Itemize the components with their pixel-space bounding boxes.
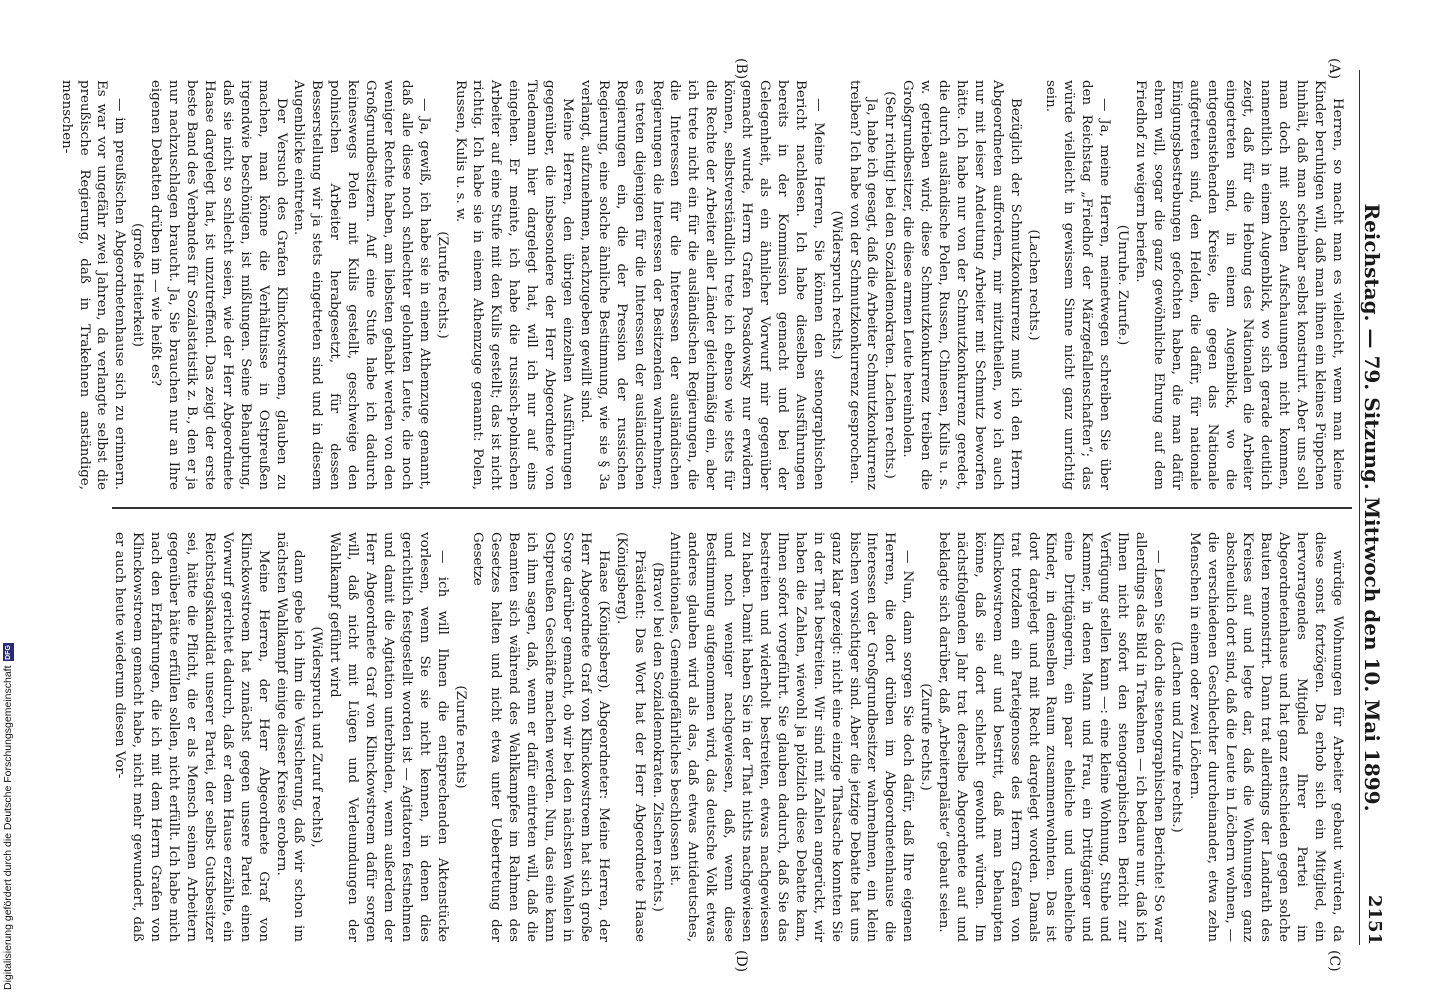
- margin-marker-c: (C): [1326, 950, 1342, 972]
- paragraph: dann gebe ich ihm die Versicherung, daß wir schon im nächsten Wahlkampf einige dieser Kreise erobern.: [273, 532, 307, 942]
- paragraph: — ich will Ihnen die entsprechenden Aktenstücke vorlesen, wenn Sie sie nicht kennen, in denen dies gerichtlich festgestellt worden ist — Agitatoren festnehmen und damit die Agitation unterbinden, wenn außerdem der Herr Abgeordnete Graf von Klinckowstroem dafür sorgen will, daß nicht mit Lügen und Verleumdungen der Wahlkampf geführt wird: [327, 532, 450, 942]
- paragraph: Haase (Königsberg), Abgeordneter: Meine Herren, der Herr Abgeordnete Graf von Klinckowstroem hat sich große Sorge darüber gemacht, ob wir bei den nächsten Wahlen in Ostpreußen Geschäfte machen werden. Nun, das eine kann ich ihm sagen, daß, wenn er dafür eintreten will, daß die Beamten sich während des Wahlkampfes im Rahmen des Gesetzes halten und nicht etwa unter Uebertretung der Gesetze: [470, 532, 611, 942]
- paragraph: (Zurufe rechts): [452, 685, 468, 789]
- paragraph: (große Heiterkeit): [130, 223, 146, 347]
- paragraph: Meine Herren, der Herr Abgeordnete Graf von Klinckowstroem hat zunächst gegen unsere Partei einen Vorwurf gerichtet dadurch, daß er dem Hause erzählte, ein Reichstagskandidat unserer Partei, der selbst Gutsbesitzer sei, hätte die Pflicht, die er als Mensch seinen Arbeitern gegenüber hätte erfüllen sollen, nicht erfüllt. Ich habe mich nach den Erfahrungen, die ich mit dem Herrn Grafen von Klinckowstroem gemacht habe, nicht mehr gewundert, daß er auch heute wiederum diesen Vor-: [112, 532, 271, 942]
- paragraph: (Sehr richtig! bei den Sozialdemokraten. Lachen rechts.): [882, 91, 898, 479]
- paragraph: (Lachen und Zurufe rechts.): [1168, 641, 1184, 833]
- paragraph: — Ja, meine Herren, meinetwegen schreiben Sie über den Reichstag „Friedhof der Märzgefallenschaften“; das würde vielleicht in gewissem Sinne nicht ganz unrichtig sein.: [1043, 80, 1113, 490]
- paragraph: — Ja, gewiß, ich habe sie in einem Athemzuge genannt, daß alle diese noch schlechter gelohnten Leute, die noch weniger Rechte haben, am liebsten gehabt werden von den Großgrundbesitzern. Auf eine Stufe habe ich dadurch keineswegs Polen mit Kulis gestellt, geschweige den polnischen Arbeiter herabgesetzt, für dessen Besserstellung wir ja stets eingetreten sind und in diesem Augenblicke eintreten.: [291, 80, 432, 490]
- left-text-column: [58, 80, 1346, 490]
- page-number: 2151: [1364, 894, 1385, 945]
- digitization-footer: [2, 643, 14, 990]
- paragraph: — Lesen Sie doch die stenographischen Berichte! So war allerdings das Bild in Trakehnen — ich bedaure nur, daß ich Ihnen nicht sofort den stenographischen Bericht zur Verfügung stellen kann —: eine kleine Wohnung, Stube und Kammer, in denen Mann und Frau, ein Drittgänger und eine Drittgängerin, ein paar eheliche und uneheliche Kinder, in demselben Raum zusammenwohnten. Das ist dort dargelegt und mit Recht dargelegt worden. Damals trat trotzdem ein Parteigenosse des Herrn Grafen von Klinckowstroem auf und bestritt, daß man behaupten könne, daß sie dort schlecht gewohnt würden. Im nächstfolgenden Jahr trat derselbe Abgeordnete auf und beklagte sich darüber, daß „Arbeiterpaläste“ gebaut seien.: [936, 532, 1166, 942]
- paragraph: Ja, habe ich gesagt, daß die Arbeiter Schmutzkonkurrenz treiben? Ich habe von der Schmutzkonkurrenz gesprochen.: [846, 80, 880, 490]
- paragraph: (Widerspruch und Zuruf rechts),: [309, 626, 325, 848]
- margin-marker-a: (A): [1326, 58, 1342, 80]
- paragraph: Bezüglich der Schmutzkonkurrenz muß ich den Herrn Abgeordneten auffordern, mir mitzutheilen, wo ich auch nur mit leiser Andeutung Arbeiter mit Schmutz beworfen hätte. Ich habe nur von der Schmutzkonkurrenz geredet, die durch ausländische Polen, Russen, Chinesen, Kulis u. s. w. getrieben wird; diese Schmutzkonkurrenz treiben die Großgrundbesitzer, die diese armen Leute hereinholen.: [900, 80, 1023, 490]
- paragraph: Herren, so macht man es vielleicht, wenn man kleine Kinder beruhigen will, daß man ihnen ein kleines Püppchen hinhält, daß man scheinbar selbst konstruirt. Aber uns soll man doch mit solchen Aufschauungen nicht kommen, namentlich in einem Augenblick, wo sich gerade deutlich zeigt, daß für die Hebung des Nationalen die Arbeiter eingetreten sind, in einem Augenblick, wo die entgegenstehenden Kreise, die gegen das Nationale aufgetreten sind, den Helden, die dafür, für nationale Einigungsbestrebungen gefochten haben, die man dafür ehren will, sogar die ganz gewöhnliche Ehrung auf dem Friedhof zu weigern beriefen.: [1133, 80, 1345, 490]
- paragraph: (Unruhe. Zurufe.): [1115, 224, 1131, 346]
- column-divider: [112, 507, 1352, 509]
- paragraph: — im preußischen Abgeordnetenhause sich zu erinnern. Es war vor ungefähr zwei Jahren, da verlangte selbst die preußische Regierung, daß in Trakehnen anständige, menschen-: [58, 80, 128, 490]
- page-header: [1359, 70, 1394, 945]
- dfg-logo: DFG: [4, 645, 12, 660]
- margin-marker-b: (B): [733, 58, 749, 80]
- paragraph: (Zurufe rechts.): [918, 683, 934, 791]
- paragraph: Präsident: Das Wort hat der Herr Abgeordnete Haase (Königsberg).: [613, 532, 647, 942]
- paragraph: Meine Herren, den übrigen einzelnen Ausführungen gegenüber, die insbesondere der Herr Abgeordnete von Tiedemann hier dargelegt hat, will ich nur auf eins eingehen. Er meinte, ich habe die russisch-polnischen Arbeiter auf eine Stufe mit den Kulis gestellt; das ist nicht richtig. Ich habe sie in einem Athemzuge genannt: Polen, Russen, Kulis u. s. w.: [452, 80, 576, 490]
- right-text-column: [112, 532, 1346, 942]
- paragraph: — Nun, dann sorgen Sie doch dafür, daß Ihre eigenen Herren, die dort drüben im Abgeordnetenhause die Interessen der Großgrundbesitzer wahrnehmen, ein klein bischen vorsichtiger sind. Aber die jetzige Debatte hat uns ganz klar gezeigt: nicht eine einzige Thatsache konnten Sie in der That bestreiten. Wir sind mit Zahlen angerückt, wir haben die Zahlen, wiewohl ja plötzlich diese Debatte kam, Ihnen sofort vorgeführt. Sie glauben dadurch, daß Sie das bestreiten und widerholt bestreiten, etwas nachgewiesen zu haben. Damit haben Sie in der That nichts nachgewiesen und noch weniger nachgewiesen, daß, wenn diese Bestimmung aufgenommen wird, das deutsche Volk etwas anderes glauben wird als das, daß etwas Antideutsches, Antinationales, Gemeingefährliches beschlossen ist.: [667, 532, 916, 942]
- paragraph: (Bravo! bei den Sozialdemokraten. Zischen rechts.): [649, 562, 665, 912]
- paragraph: — Meine Herren, Sie können den stenographischen Bericht nachlesen. Ich habe dieselben Ausführungen bereits in der Kommission gemacht und bei der Gelegenheit, als ein ähnlicher Vorwurf mir gegenüber gemacht wurde, Herrn Grafen Posadowsky nur erwidern können, selbstverständlich trete ich ebenso wie stets für die Rechte der Arbeiter aller Länder gleichmäßig ein, aber ich trete nicht ein für die ausländischen Regierungen, die die Interessen für die Interessen der ausländischen Regierungen die Interessen der Besitzenden wahrnehmen; es treten diejenigen für die Interessen der ausländischen Regierungen ein, die der Pression der russischen Regierung, eine solche ähnliche Bestimmung, wie sie § 3a verlangt, aufzunehmen, nachzugeben gewillt sind.: [577, 80, 826, 490]
- paragraph: (Lachen rechts.): [1025, 229, 1041, 341]
- paragraph: (Zurufe rechts.): [434, 231, 450, 339]
- paragraph: Der Versuch des Grafen Klinckowstroem, glauben zu machen, man könne die Verhältnisse in Ostpreußen irgendwie beschönigen, ist mißlungen. Seine Behauptung, daß sie nicht so schlecht seien, wie der Herr Abgeordnete Haase dargelegt hat, ist unzutreffend. Das zeigt der erste beste Band des Verbandes für Sozialstatistik z. B., den er ja nur nachzuschlagen braucht. Ja, Sie brauchen nur an Ihre eigenen Debatten drüben im — wie heißt es?: [148, 80, 289, 490]
- page-header-title: Reichstag. — 79. Sitzung. Mittwoch den 10. Mai 1899.: [1360, 203, 1384, 812]
- footer-credit: Digitalisierung gefördert durch die Deutsche Forschungsgemeinschaft: [2, 665, 14, 990]
- margin-marker-d: (D): [733, 950, 749, 973]
- paragraph: (Widerspruch rechts.): [828, 210, 844, 360]
- paragraph: würdige Wohnungen für Arbeiter gebaut würden, da diese sonst fortzögen. Da erhob sich ein Mitglied, ein hervorragendes Mitglied Ihrer Partei im Abgeordnetenhause und hat ganz entschieden gegen solche Bauten remonstrirt. Dann trat allerdings der Landrath des Kreises auf und legte dar, daß die Wohnungen ganz abscheulich dort sind, daß die Leute in Löchern wohnen, — die verschiedenen Geschlechter durcheinander, etwa zehn Menschen in einem oder zwei Löchern.: [1186, 532, 1345, 942]
